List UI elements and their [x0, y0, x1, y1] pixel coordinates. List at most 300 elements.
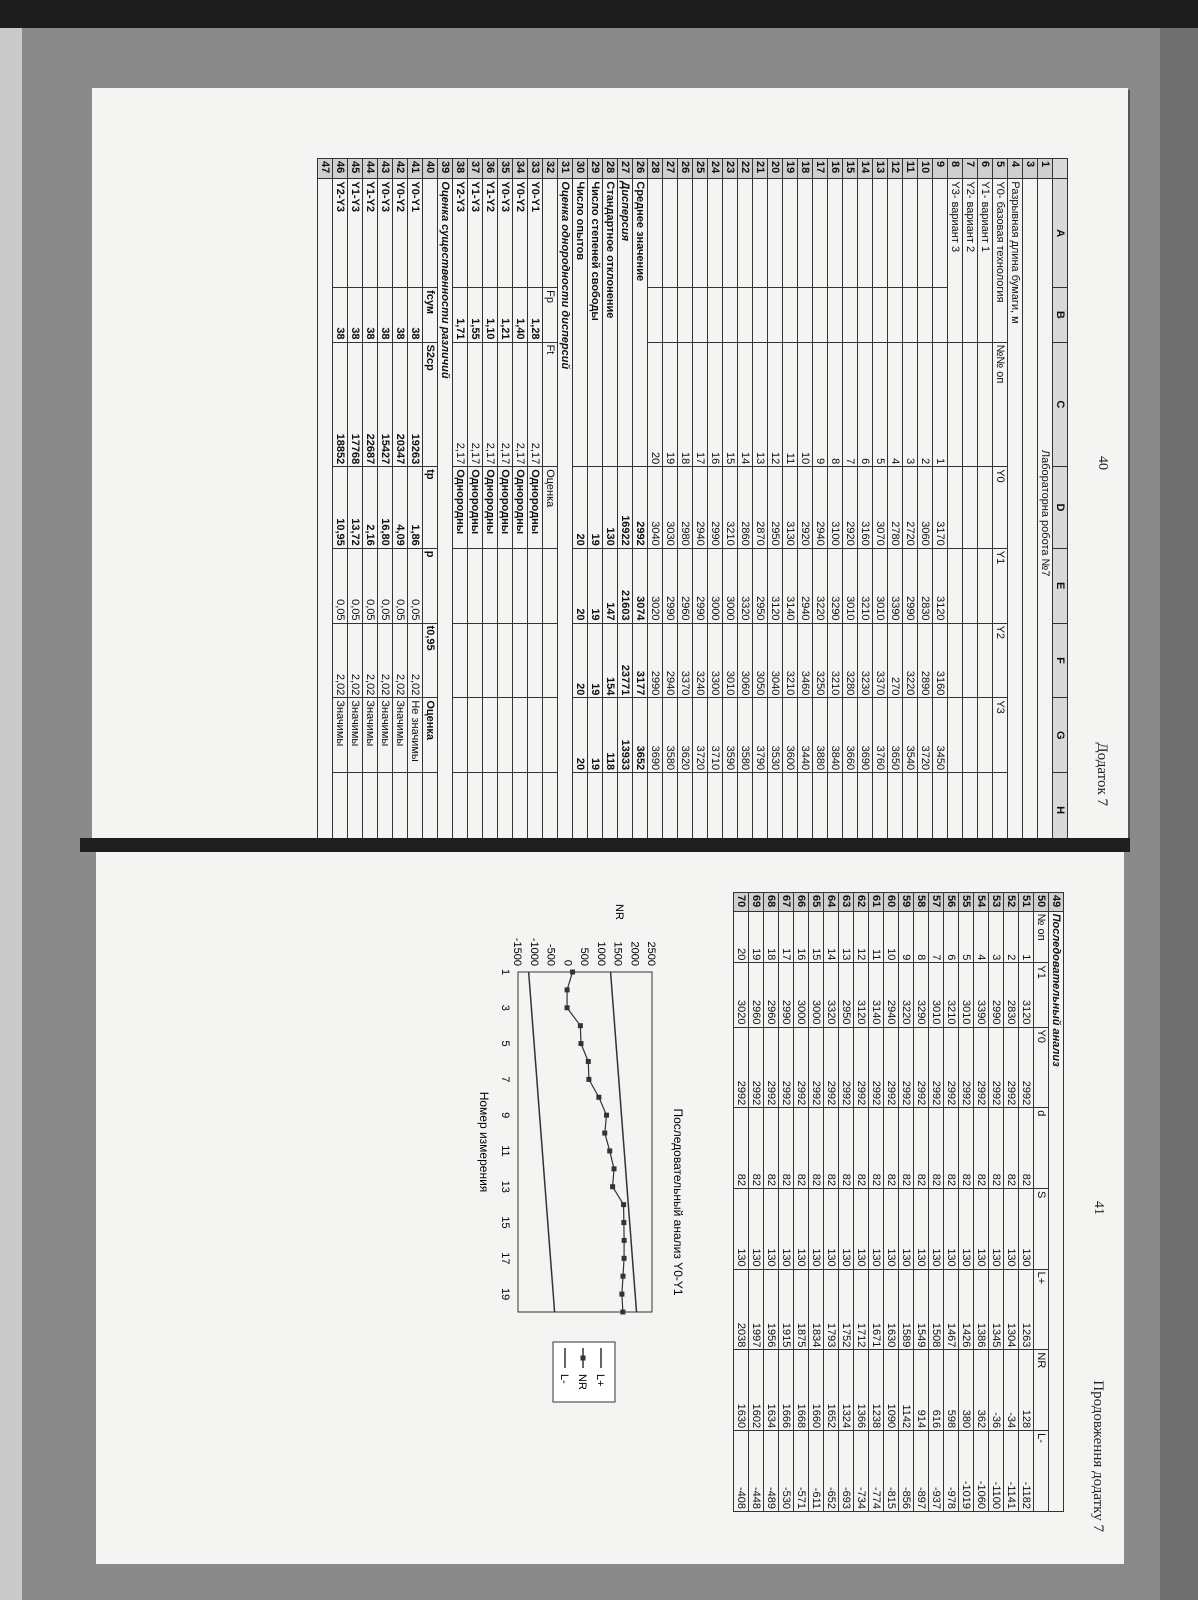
data-cell: 9 [899, 911, 914, 963]
header-cell: Оценка [423, 698, 438, 773]
data-cell: 1668 [794, 1350, 809, 1431]
table-row [573, 159, 588, 839]
data-cell: 1652 [824, 1350, 839, 1431]
col-letter: A [1053, 179, 1068, 288]
data-point [610, 1184, 615, 1189]
tp-value: 13,72 [348, 467, 363, 549]
header-cell [963, 342, 978, 467]
data-cell: 3660 [843, 698, 858, 773]
table-title: Последовательный анализ [1049, 911, 1064, 1511]
data-point [578, 1023, 583, 1028]
ft-value: 2,17 [528, 342, 543, 467]
data-cell: 1238 [869, 1350, 884, 1431]
empty-cell [513, 698, 528, 773]
data-cell: 3070 [873, 467, 888, 549]
table-row [333, 159, 348, 839]
data-cell: 2990 [989, 963, 1004, 1027]
data-cell: 3020 [648, 548, 663, 623]
data-cell: 3060 [738, 623, 753, 698]
data-cell: 3020 [734, 963, 749, 1027]
p-value: 0,05 [378, 548, 393, 623]
summary-value: 19 [588, 698, 603, 773]
row-number: 59 [899, 893, 914, 912]
data-cell: 7 [843, 342, 858, 467]
table-row [633, 159, 648, 839]
page-number: 40 [1095, 456, 1110, 470]
data-cell: 3600 [783, 698, 798, 773]
data-cell: 2830 [918, 548, 933, 623]
row-number: 37 [468, 159, 483, 179]
data-cell: 14 [738, 342, 753, 467]
tp-value: 1,86 [408, 467, 423, 549]
row-number: 7 [963, 159, 978, 179]
x-tick-label: 1 [499, 968, 511, 976]
header-cell [948, 548, 963, 623]
row-number: 22 [738, 159, 753, 179]
data-cell: 1090 [884, 1350, 899, 1431]
pair-label: Y0-Y1 [528, 179, 543, 288]
data-cell: 17 [779, 911, 794, 963]
page-40 [92, 88, 1128, 838]
empty-cell [873, 179, 888, 288]
empty-cell [723, 179, 738, 288]
empty-cell [828, 179, 843, 288]
data-cell: 8 [914, 911, 929, 963]
empty-cell [513, 623, 528, 698]
section-title: Оценка существенности различий [438, 179, 453, 838]
estimate: Однородны [468, 467, 483, 549]
row-number: 62 [854, 893, 869, 912]
s2-value: 18852 [333, 342, 348, 467]
data-cell: 1426 [959, 1269, 974, 1350]
header-cell [963, 698, 978, 773]
empty-cell [888, 179, 903, 288]
f-value: 38 [333, 288, 348, 342]
empty-cell [528, 548, 543, 623]
tp-value: 4,09 [393, 467, 408, 549]
row-number: 18 [798, 159, 813, 179]
data-point [622, 1256, 627, 1261]
data-cell: 2950 [753, 548, 768, 623]
empty-cell [513, 548, 528, 623]
table-row [513, 159, 528, 839]
data-cell: -530 [779, 1431, 794, 1512]
empty-cell [918, 179, 933, 288]
estimate: Однородны [483, 467, 498, 549]
t-value: 2,02 [363, 623, 378, 698]
table-row [768, 159, 783, 839]
row-number: 16 [828, 159, 843, 179]
header-cell [978, 548, 993, 623]
data-cell: 82 [764, 1108, 779, 1189]
estimate: Значимы [333, 698, 348, 773]
data-cell: 3300 [708, 623, 723, 698]
data-cell: 2890 [918, 623, 933, 698]
table-row [603, 159, 618, 839]
empty-cell [723, 288, 738, 342]
s2-value: 20347 [393, 342, 408, 467]
empty-cell [468, 623, 483, 698]
summary-value: 3074 [633, 548, 648, 623]
data-cell: 1 [933, 342, 948, 467]
summary-value: 16922 [618, 467, 633, 549]
data-cell: -897 [914, 1431, 929, 1512]
x-tick-label: 13 [499, 1180, 511, 1193]
header-cell: Оценка [543, 467, 558, 549]
y-axis-label: NR [613, 904, 625, 920]
empty-cell [648, 288, 663, 342]
header-cell [963, 467, 978, 549]
empty-cell [483, 623, 498, 698]
legend-label: NR [576, 1374, 588, 1390]
estimate: Значимы [378, 698, 393, 773]
table-row [498, 159, 513, 839]
data-cell: 1956 [764, 1269, 779, 1350]
data-cell: 2992 [809, 1027, 824, 1108]
empty-cell [993, 773, 1008, 838]
data-cell: 598 [944, 1350, 959, 1431]
data-cell: 4 [888, 342, 903, 467]
data-cell: 1602 [749, 1350, 764, 1431]
table-row [753, 159, 768, 839]
table-row [453, 159, 468, 839]
variant-label: Y2- вариант 2 [963, 179, 978, 342]
table-row [558, 159, 573, 839]
table-row [663, 159, 678, 839]
y-tick-label: 2500 [645, 941, 657, 966]
header-cell: L+ [1034, 1269, 1049, 1350]
data-cell: 3010 [873, 548, 888, 623]
table-row [918, 159, 933, 839]
data-cell: 2960 [678, 548, 693, 623]
empty-cell [858, 773, 873, 838]
empty-cell [753, 773, 768, 838]
data-cell: 82 [989, 1108, 1004, 1189]
tp-value: 16,80 [378, 467, 393, 549]
tp-value: 2,16 [363, 467, 378, 549]
row-number: 40 [423, 159, 438, 179]
table-row [378, 159, 393, 839]
data-cell: 362 [974, 1350, 989, 1431]
f-value: 38 [378, 288, 393, 342]
empty-cell [528, 698, 543, 773]
s2-value: 19263 [408, 342, 423, 467]
header-cell [963, 548, 978, 623]
data-cell: 2980 [678, 467, 693, 549]
header-cell: Y0 [993, 467, 1008, 549]
table-row [1023, 159, 1038, 839]
data-cell: 3370 [873, 623, 888, 698]
row-number: 28 [603, 159, 618, 179]
header-cell: Y1 [993, 548, 1008, 623]
data-cell: 3010 [959, 963, 974, 1027]
legend-label: L- [558, 1374, 570, 1384]
data-cell: 3220 [899, 963, 914, 1027]
data-cell: -34 [1004, 1350, 1019, 1431]
pair-label: Y0-Y3 [498, 179, 513, 288]
data-cell: 130 [944, 1188, 959, 1269]
data-cell: 9 [813, 342, 828, 467]
row-number: 21 [753, 159, 768, 179]
data-cell: 3100 [828, 467, 843, 549]
data-cell: 3580 [738, 698, 753, 773]
data-cell: 2920 [843, 467, 858, 549]
pair-label: Y2-Y3 [333, 179, 348, 288]
data-cell: 10 [884, 911, 899, 963]
data-cell: 3840 [828, 698, 843, 773]
row-number: 57 [929, 893, 944, 912]
header-cell: Y1 [1034, 963, 1049, 1027]
empty-cell [498, 773, 513, 838]
data-cell: -571 [794, 1431, 809, 1512]
legend [553, 1342, 615, 1402]
p-value: 0,05 [348, 548, 363, 623]
variant-label: Y1- вариант 1 [978, 179, 993, 342]
data-cell: 1345 [989, 1269, 1004, 1350]
empty-cell [708, 288, 723, 342]
x-axis-label: Номер измерения [477, 1091, 491, 1193]
col-letter: F [1053, 623, 1068, 698]
empty-cell [483, 773, 498, 838]
empty-cell [528, 623, 543, 698]
table-row [483, 159, 498, 839]
data-cell: 1304 [1004, 1269, 1019, 1350]
row-number: 63 [839, 893, 854, 912]
data-cell: 2992 [854, 1027, 869, 1108]
data-cell: 3540 [903, 698, 918, 773]
data-cell: 3690 [858, 698, 873, 773]
empty-cell [378, 773, 393, 838]
y-tick-label: 1000 [594, 941, 607, 966]
header-cell [948, 698, 963, 773]
data-cell: 3720 [918, 698, 933, 773]
page-41-content [96, 852, 1124, 1564]
row-number: 3 [1023, 159, 1038, 179]
header-cell: S2ср [423, 342, 438, 467]
data-point [565, 987, 570, 992]
data-cell: 3160 [933, 623, 948, 698]
data-cell: 3280 [843, 623, 858, 698]
estimate: Однородны [498, 467, 513, 549]
empty-cell [468, 773, 483, 838]
empty-cell [408, 773, 423, 838]
y-tick-label: -500 [544, 943, 557, 966]
data-cell: 3390 [888, 548, 903, 623]
data-cell: 2940 [663, 623, 678, 698]
t-value: 2,02 [393, 623, 408, 698]
empty-cell [483, 698, 498, 773]
data-cell: 2992 [824, 1027, 839, 1108]
row-number: 11 [903, 159, 918, 179]
data-cell: 3760 [873, 698, 888, 773]
header-cell [948, 342, 963, 467]
data-cell: 13 [753, 342, 768, 467]
row-number: 56 [944, 893, 959, 912]
data-cell: 2990 [708, 467, 723, 549]
data-cell: 2940 [884, 963, 899, 1027]
data-cell: 18 [764, 911, 779, 963]
data-cell: 1712 [854, 1269, 869, 1350]
row-number: 58 [914, 893, 929, 912]
data-cell: 2992 [1004, 1027, 1019, 1108]
header-cell: t0,95 [423, 623, 438, 698]
book-spine [80, 838, 1130, 852]
empty-cell [783, 288, 798, 342]
row-number: 46 [333, 159, 348, 179]
table-row [903, 159, 918, 839]
scanner-right-edge [1160, 28, 1198, 1600]
data-cell: 130 [929, 1188, 944, 1269]
row-number: 47 [318, 159, 333, 179]
table-row [1038, 159, 1053, 839]
data-cell: 3120 [933, 548, 948, 623]
table-row [393, 159, 408, 839]
data-cell: 2990 [779, 963, 794, 1027]
col-letter: B [1053, 288, 1068, 342]
empty-cell [588, 773, 603, 838]
row-number: 19 [783, 159, 798, 179]
data-cell: 2 [918, 342, 933, 467]
data-point [620, 1274, 625, 1279]
empty-cell [453, 773, 468, 838]
data-cell: 3290 [828, 548, 843, 623]
table-row [318, 159, 333, 839]
pair-label: Y0-Y2 [393, 179, 408, 288]
data-cell: -652 [824, 1431, 839, 1512]
data-cell: 14 [824, 911, 839, 963]
data-cell: 3460 [798, 623, 813, 698]
empty-cell [633, 773, 648, 838]
empty-cell [543, 623, 558, 698]
y-tick-label: -1000 [527, 937, 540, 966]
x-tick-label: 15 [499, 1216, 511, 1229]
empty-cell [813, 179, 828, 288]
empty-cell [843, 288, 858, 342]
row-number: 17 [813, 159, 828, 179]
empty-cell [783, 773, 798, 838]
empty-cell [468, 698, 483, 773]
row-number: 50 [1034, 893, 1049, 912]
summary-value: 154 [603, 623, 618, 698]
data-point [578, 1041, 583, 1046]
empty-cell [603, 773, 618, 838]
p-value: 0,05 [333, 548, 348, 623]
data-cell: 1 [1019, 911, 1034, 963]
data-point [586, 1077, 591, 1082]
estimate: Не значимы [408, 698, 423, 773]
data-cell: 3130 [783, 467, 798, 549]
data-cell: 3590 [723, 698, 738, 773]
header-cell: p [423, 548, 438, 623]
page-header: Додаток 7 [1094, 742, 1110, 806]
row-number: 4 [1008, 159, 1023, 179]
estimate: Значимы [363, 698, 378, 773]
data-cell: 130 [869, 1188, 884, 1269]
data-cell: 3120 [1019, 963, 1034, 1027]
data-cell: 2940 [813, 467, 828, 549]
page-41 [96, 852, 1124, 1564]
row-number: 12 [888, 159, 903, 179]
empty-cell [768, 179, 783, 288]
f-value: 38 [408, 288, 423, 342]
data-cell: 82 [854, 1108, 869, 1189]
data-point [586, 1059, 591, 1064]
data-cell: 82 [884, 1108, 899, 1189]
pair-label: Y1-Y3 [468, 179, 483, 288]
t-value: 2,02 [348, 623, 363, 698]
estimate: Значимы [348, 698, 363, 773]
data-cell: 2992 [869, 1027, 884, 1108]
empty-cell [498, 623, 513, 698]
table-row [468, 159, 483, 839]
data-cell: 1660 [809, 1350, 824, 1431]
data-cell: 1666 [779, 1350, 794, 1431]
data-cell: 2990 [663, 548, 678, 623]
scanner-top-edge [0, 0, 1198, 28]
data-cell: 3230 [858, 623, 873, 698]
empty-cell [363, 773, 378, 838]
data-cell: 3210 [944, 963, 959, 1027]
series-line-NR [567, 972, 624, 1312]
header-cell: Y0 [1034, 1027, 1049, 1108]
summary-value: 147 [603, 548, 618, 623]
table-row [543, 159, 558, 839]
col-letter: D [1053, 467, 1068, 549]
empty-cell [498, 548, 513, 623]
empty-cell [903, 773, 918, 838]
t-value: 2,02 [333, 623, 348, 698]
empty-cell [888, 773, 903, 838]
empty-cell [498, 698, 513, 773]
data-cell: 1630 [734, 1350, 749, 1431]
data-cell: 82 [974, 1108, 989, 1189]
data-cell: -1141 [1004, 1431, 1019, 1512]
ft-value: 2,17 [483, 342, 498, 467]
data-cell: 16 [794, 911, 809, 963]
table-row [738, 159, 753, 839]
data-cell: 1793 [824, 1269, 839, 1350]
data-cell: 1630 [884, 1269, 899, 1350]
summary-value: 2992 [633, 467, 648, 549]
empty-cell [528, 773, 543, 838]
header-cell: Y3 [993, 698, 1008, 773]
row-number: 27 [663, 159, 678, 179]
empty-cell [348, 773, 363, 838]
data-cell: 2990 [903, 548, 918, 623]
row-number: 26 [633, 159, 648, 179]
data-cell: 3580 [663, 698, 678, 773]
col-letter: C [1053, 342, 1068, 467]
data-cell: 3060 [918, 467, 933, 549]
header-cell: S [1034, 1188, 1049, 1269]
data-cell: 130 [914, 1188, 929, 1269]
data-cell: 130 [1019, 1188, 1034, 1269]
data-cell: 3000 [723, 548, 738, 623]
ft-value: 2,17 [513, 342, 528, 467]
empty-cell [723, 773, 738, 838]
table-row [648, 159, 663, 839]
data-cell: 914 [914, 1350, 929, 1431]
data-cell: 3220 [813, 548, 828, 623]
summary-label: Среднее значение [633, 179, 648, 467]
pair-label: Y1-Y2 [363, 179, 378, 288]
data-cell: 15 [723, 342, 738, 467]
data-cell: 20 [734, 911, 749, 963]
sheet-title: Лабораторна робота №7 [1038, 179, 1053, 838]
data-cell: 2992 [764, 1027, 779, 1108]
data-cell: -1019 [959, 1431, 974, 1512]
header-cell: Y2 [993, 623, 1008, 698]
